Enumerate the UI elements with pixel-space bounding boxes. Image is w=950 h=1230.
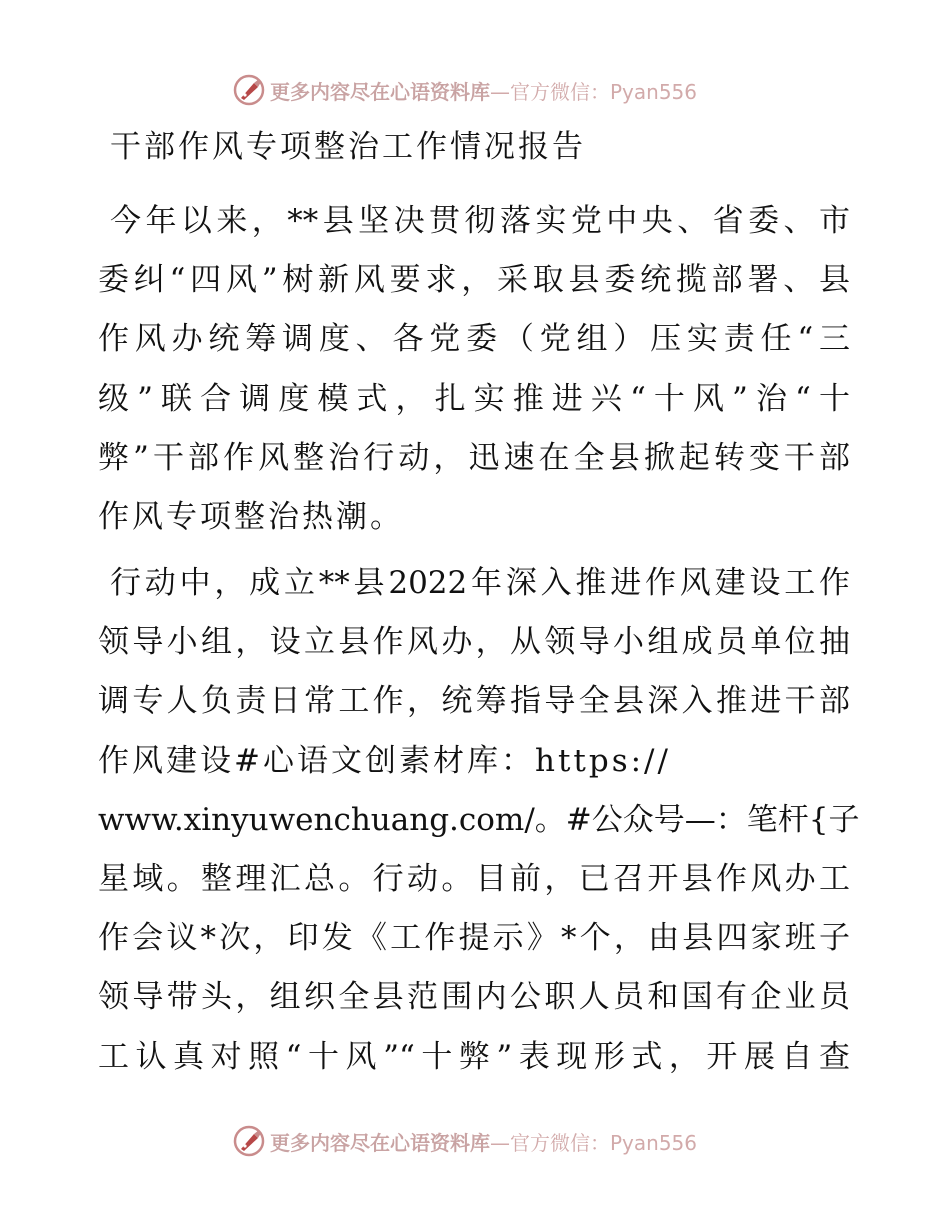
watermark-brand-text: 更多内容尽在心语资料库 (270, 79, 490, 104)
watermark-banner-top (232, 70, 697, 110)
paragraph-line: www.xinyuwenchuang.com/。#公众号—：笔杆{子 (98, 801, 860, 838)
paragraph-line: 作风建设#心语文创素材库：https:// (98, 742, 671, 779)
paragraph-line: 领导小组，设立县作风办，从领导小组成员单位抽 (98, 624, 850, 661)
watermark-brand-text: 更多内容尽在心语资料库 (270, 1130, 490, 1155)
pen-nib-logo-icon (232, 73, 266, 107)
paragraph-line: 星域。整理汇总。行动。目前，已召开县作风办工 (98, 861, 850, 898)
paragraph-line: 作风办统筹调度、各党委（党组）压实责任“三 (98, 321, 850, 358)
watermark-contact-text: —官方微信：Pyan556 (490, 1130, 698, 1155)
pen-nib-logo-icon (232, 1124, 266, 1158)
paragraph-line: 弊”干部作风整治行动，迅速在全县掀起转变干部 (98, 439, 850, 476)
paragraph-line: 今年以来，**县坚决贯彻落实党中央、省委、市 (110, 203, 850, 239)
paragraph-2 (98, 554, 860, 1087)
paragraph-line: 工认真对照“十风”“十弊”表现形式，开展自查 (98, 1038, 850, 1075)
paragraph-1 (98, 192, 850, 547)
paragraph-line: 行动中，成立**县2022年深入推进作风建设工作 (110, 565, 850, 601)
paragraph-line: 级”联合调度模式，扎实推进兴“十风”治“十 (98, 380, 850, 417)
paragraph-line: 领导带头，组织全县范围内公职人员和国有企业员 (98, 979, 850, 1016)
paragraph-line: 委纠“四风”树新风要求，采取县委统揽部署、县 (98, 262, 850, 299)
document-title: 干部作风专项整治工作情况报告 (110, 129, 586, 165)
paragraph-line: 作会议*次，印发《工作提示》*个，由县四家班子 (98, 920, 850, 957)
watermark-contact-text: —官方微信：Pyan556 (490, 79, 698, 104)
paragraph-line: 作风专项整治热潮。 (98, 499, 404, 536)
paragraph-line: 调专人负责日常工作，统筹指导全县深入推进干部 (98, 683, 850, 720)
watermark-banner-bottom (232, 1121, 697, 1161)
